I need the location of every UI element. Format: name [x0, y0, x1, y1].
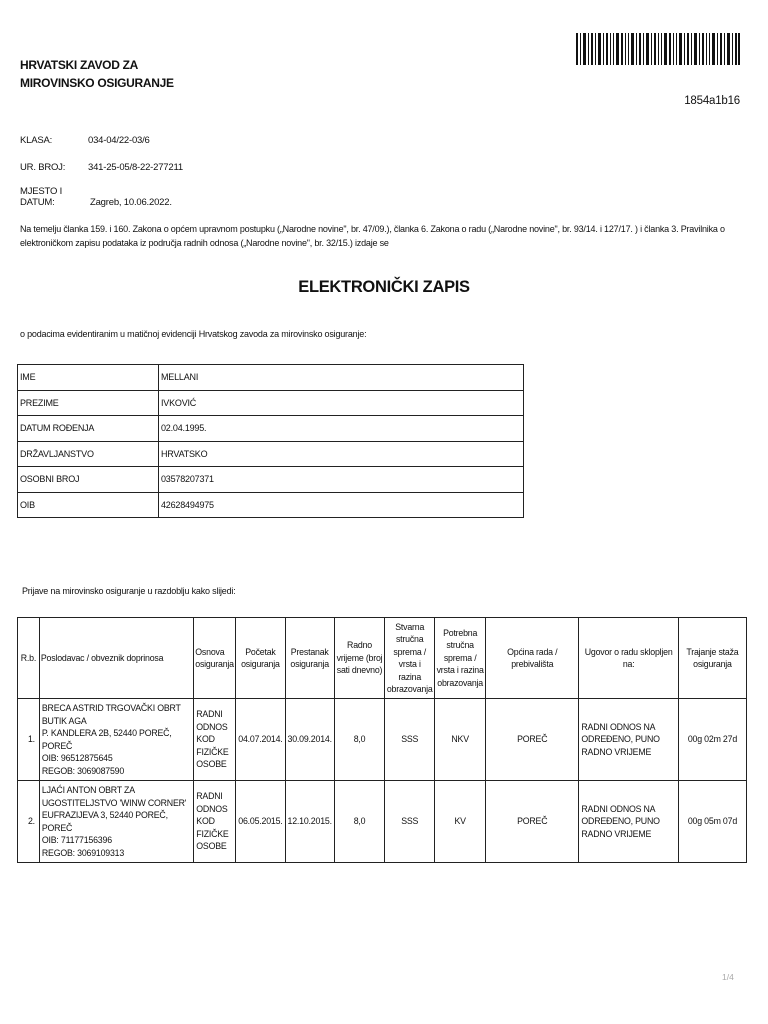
insurance-basis: RADNI ODNOS KOD FIZIČKE OSOBE [194, 699, 236, 781]
required-education: NKV [435, 699, 486, 781]
institution-line-1: HRVATSKI ZAVOD ZA [20, 58, 139, 72]
person-label: DATUM ROĐENJA [18, 416, 159, 442]
person-label: OIB [18, 492, 159, 518]
employer-cell [39, 699, 193, 781]
employer-address: EUFRAZIJEVA 3, 52440 POREČ, POREČ [41, 810, 168, 833]
required-education: KV [435, 781, 486, 863]
urbroj-value: 341-25-05/8-22-277211 [88, 162, 183, 173]
employer-name: BRECA ASTRID TRGOVAČKI OBRT BUTIK AGA [41, 703, 181, 726]
person-value: IVKOVIĆ [159, 390, 524, 416]
institution-line-2: MIROVINSKO OSIGURANJE [20, 76, 174, 90]
person-row [18, 416, 524, 442]
employer-name: LJAĆI ANTON OBRT ZA UGOSTITELJSTVO 'WINW CORNER' [41, 785, 187, 808]
header-basis: Osnova osiguranja [194, 618, 236, 699]
working-hours: 8,0 [334, 781, 384, 863]
municipality: POREČ [486, 699, 579, 781]
insurance-header-row [18, 618, 747, 699]
mjesto-value: Zagreb, 10.06.2022. [90, 197, 172, 208]
actual-education: SSS [385, 699, 435, 781]
header-hours: Radno vrijeme (broj sati dnevno) [334, 618, 384, 699]
header-rb: R.b. [18, 618, 40, 699]
person-row [18, 390, 524, 416]
klasa-row [20, 135, 150, 146]
urbroj-label: UR. BROJ: [20, 162, 66, 173]
klasa-label: KLASA: [20, 135, 53, 146]
insurance-duration: 00g 05m 07d [678, 781, 746, 863]
mjesto-label: MJESTO I DATUM: [20, 186, 63, 208]
insurance-basis: RADNI ODNOS KOD FIZIČKE OSOBE [194, 781, 236, 863]
mjesto-row [20, 186, 172, 208]
contract-type: RADNI ODNOS NA ODREĐENO, PUNO RADNO VRIJEME [579, 781, 678, 863]
working-hours: 8,0 [334, 699, 384, 781]
insurance-start: 04.07.2014. [236, 699, 285, 781]
insurance-end: 12.10.2015. [285, 781, 334, 863]
table-row [18, 781, 747, 863]
person-row [18, 441, 524, 467]
header-employer: Poslodavac / obveznik doprinosa [39, 618, 193, 699]
row-number: 1. [18, 699, 40, 781]
klasa-value: 034-04/22-03/6 [88, 135, 150, 146]
document-title: ELEKTRONIČKI ZAPIS [298, 278, 470, 296]
person-label: DRŽAVLJANSTVO [18, 441, 159, 467]
employer-cell [39, 781, 193, 863]
employer-oib: OIB: 71177156396 [41, 835, 112, 845]
person-label: PREZIME [18, 390, 159, 416]
person-value: 02.04.1995. [159, 416, 524, 442]
header-actual-education: Stvarna stručna sprema / vrsta i razina obrazovanja [385, 618, 435, 699]
person-value: 42628494975 [159, 492, 524, 518]
header-required-education: Potrebna stručna sprema / vrsta i razina obrazovanja [435, 618, 486, 699]
insurance-duration: 00g 02m 27d [678, 699, 746, 781]
table-row [18, 699, 747, 781]
urbroj-row [20, 162, 183, 173]
person-label: OSOBNI BROJ [18, 467, 159, 493]
document-id: 1854a1b16 [684, 95, 740, 107]
institution-name [20, 56, 174, 92]
registrations-intro: Prijave na mirovinsko osiguranje u razdoblju kako slijedi: [22, 586, 236, 596]
personal-data-table [17, 364, 524, 518]
actual-education: SSS [385, 781, 435, 863]
header-duration: Trajanje staža osiguranja [678, 618, 746, 699]
person-row [18, 492, 524, 518]
person-value: 03578207371 [159, 467, 524, 493]
insurance-end: 30.09.2014. [285, 699, 334, 781]
employer-regob: REGOB: 3069087590 [41, 765, 125, 776]
person-row [18, 365, 524, 391]
header-contract: Ugovor o radu sklopljen na: [579, 618, 678, 699]
barcode [576, 33, 740, 65]
person-value: HRVATSKO [159, 441, 524, 467]
person-label: IME [18, 365, 159, 391]
person-row [18, 467, 524, 493]
header-start: Početak osiguranja [236, 618, 285, 699]
page-number: 1/4 [722, 972, 734, 982]
municipality: POREČ [486, 781, 579, 863]
insurance-start: 06.05.2015. [236, 781, 285, 863]
employer-address: P. KANDLERA 2B, 52440 POREČ, POREČ [41, 728, 172, 751]
employer-oib: OIB: 96512875645 [41, 753, 113, 763]
employer-regob: REGOB: 3069109313 [41, 847, 125, 858]
intro-text: o podacima evidentiranim u matičnoj evidenciji Hrvatskog zavoda za mirovinsko osiguranje: [20, 329, 367, 339]
legal-basis-text: Na temelju članka 159. i 160. Zakona o općem upravnom postupku („Narodne novine", br. 47/09.), članka 6. Zakona o radu („Narodne novine", br. 93/14. i 127/17. ) i članka 3. Pravilnika o elektroničkom zapisu podataka iz područja radnih odnosa („Narodne novine", br. 32/15.) izdaje se [20, 224, 725, 248]
contract-type: RADNI ODNOS NA ODREĐENO, PUNO RADNO VRIJEME [579, 699, 678, 781]
row-number: 2. [18, 781, 40, 863]
person-value: MELLANI [159, 365, 524, 391]
insurance-table [17, 617, 747, 863]
header-end: Prestanak osiguranja [285, 618, 334, 699]
header-municipality: Općina rada / prebivališta [486, 618, 579, 699]
